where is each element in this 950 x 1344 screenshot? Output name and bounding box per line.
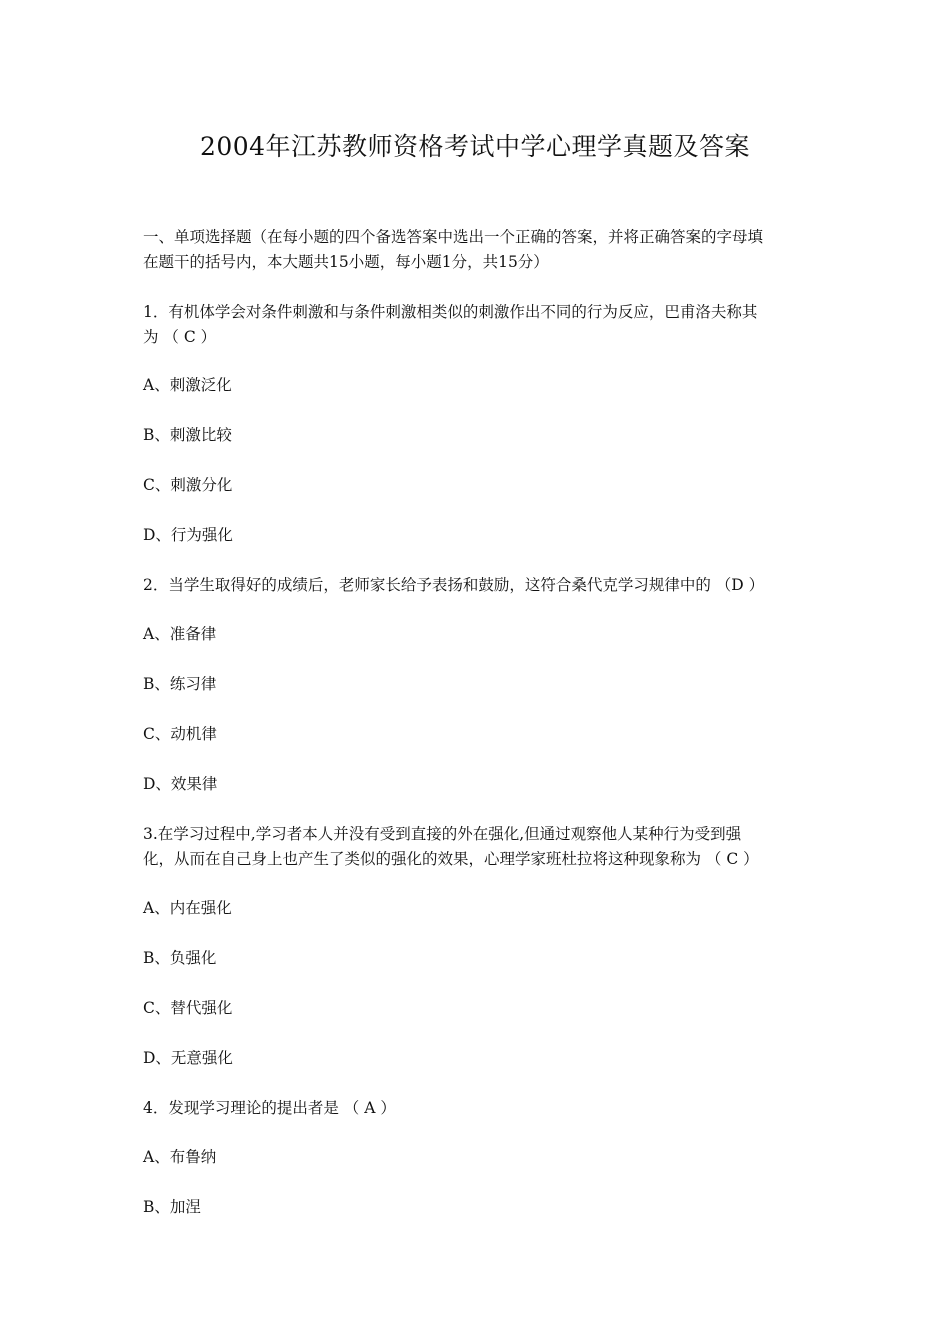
document-title: 2004年江苏教师资格考试中学心理学真题及答案 bbox=[199, 132, 751, 161]
question-3-option-c: C、替代强化 bbox=[143, 999, 233, 1017]
question-1-option-d: D、行为强化 bbox=[143, 526, 233, 544]
question-1-option-a: A、刺激泛化 bbox=[143, 376, 232, 394]
question-3-stem-line-1: 3.在学习过程中,学习者本人并没有受到直接的外在强化,但通过观察他人某种行为受到强 bbox=[143, 825, 742, 843]
question-4-stem-line-1: 4．发现学习理论的提出者是 （ A ） bbox=[143, 1099, 396, 1117]
question-2-option-a: A、准备律 bbox=[143, 625, 217, 643]
question-2-option-c: C、动机律 bbox=[143, 725, 217, 743]
question-1-stem-line-1: 1．有机体学会对条件刺激和与条件刺激相类似的刺激作出不同的行为反应，巴甫洛夫称其 bbox=[143, 303, 758, 321]
question-1-option-c: C、刺激分化 bbox=[143, 476, 233, 494]
question-4-option-a: A、布鲁纳 bbox=[143, 1148, 217, 1166]
section-intro-line-1: 一、单项选择题（在每小题的四个备选答案中选出一个正确的答案，并将正确答案的字母填 bbox=[143, 228, 764, 246]
question-3-option-a: A、内在强化 bbox=[143, 899, 232, 917]
question-4-option-b: B、加涅 bbox=[143, 1198, 201, 1216]
question-1-stem-line-2: 为 （ C ） bbox=[143, 328, 217, 346]
question-2-option-d: D、效果律 bbox=[143, 775, 218, 793]
question-2-stem-line-1: 2．当学生取得好的成绩后，老师家长给予表扬和鼓励，这符合桑代克学习规律中的 （D ） bbox=[143, 576, 765, 594]
question-2-option-b: B、练习律 bbox=[143, 675, 217, 693]
question-3-stem-line-2: 化，从而在自己身上也产生了类似的强化的效果，心理学家班杜拉将这种现象称为 （ C ） bbox=[143, 850, 759, 868]
section-intro-line-2: 在题干的括号内，本大题共15小题，每小题1分，共15分） bbox=[143, 253, 549, 271]
question-1-option-b: B、刺激比较 bbox=[143, 426, 232, 444]
question-3-option-b: B、负强化 bbox=[143, 949, 217, 967]
question-3-option-d: D、无意强化 bbox=[143, 1049, 233, 1067]
